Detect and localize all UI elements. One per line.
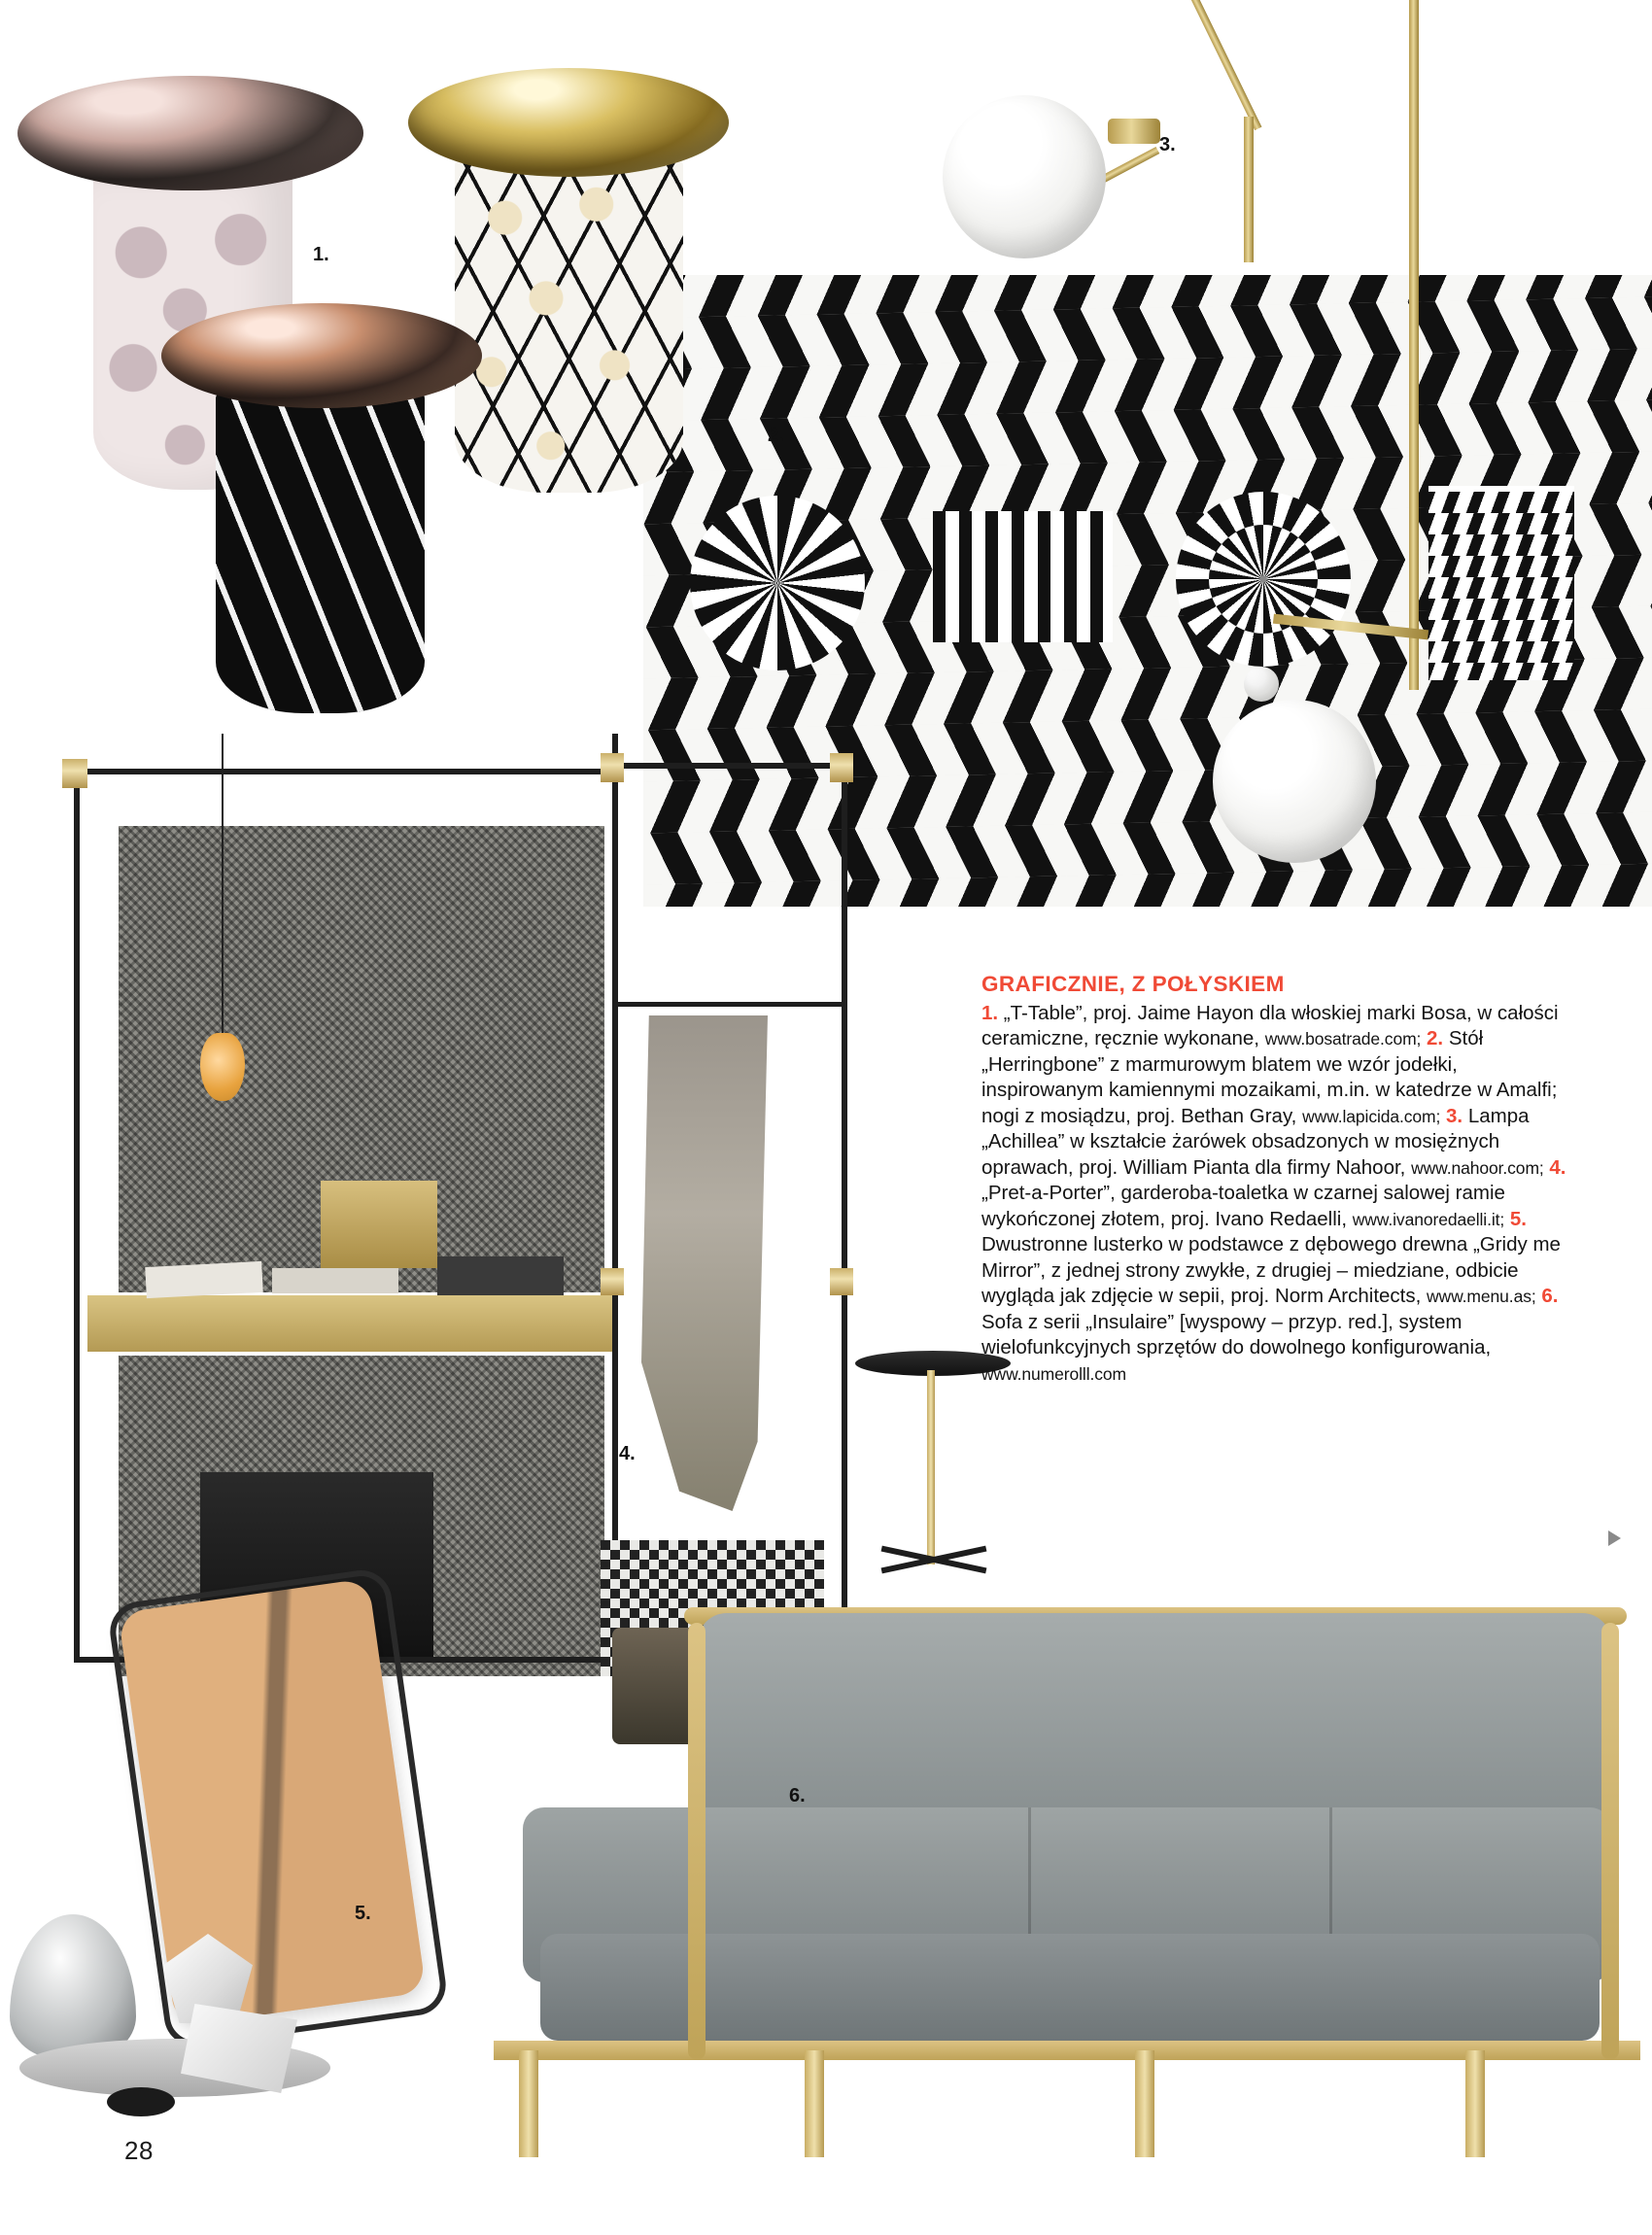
achillea-lamp-image [952, 0, 1652, 933]
wardrobe-frame [612, 734, 618, 1637]
round-side-table-image [855, 1351, 1011, 1603]
lamp-arm [1273, 614, 1428, 640]
wardrobe-brass-joint [601, 1268, 624, 1295]
lamp-globe [943, 95, 1106, 258]
book [145, 1261, 263, 1298]
caption-block [981, 972, 1574, 1387]
caption-item-url: www.lapicida.com; [1302, 1106, 1441, 1126]
caption-item-number: 1. [981, 1001, 999, 1024]
caption-item-text: „T-Table”, proj. Jaime Hayon dla włoskiej marki Bosa, w całości ceramiczne, ręcznie wykonane, [981, 1001, 1559, 1049]
marker-5: 5. [355, 1903, 371, 1924]
wardrobe-frame [612, 763, 847, 769]
sofa-brass-upright [1601, 1623, 1619, 2060]
t-table-top [161, 303, 482, 408]
marker-6: 6. [789, 1785, 806, 1806]
wardrobe-frame [842, 763, 847, 1667]
caption-item-url: www.bosatrade.com; [1264, 1029, 1422, 1049]
marker-3: 3. [1159, 134, 1176, 155]
t-table-top [17, 76, 363, 190]
sofa-leg [1135, 2050, 1154, 2157]
brass-box [321, 1181, 437, 1268]
caption-item-text: „Pret-a-Porter”, garderoba-toaletka w czarnej salowej ramie wykończonej złotem, proj. Ivano Redaelli, [981, 1182, 1505, 1230]
caption-item-number: 4. [1549, 1155, 1566, 1179]
lamp-stem [1409, 0, 1419, 690]
caption-body [981, 1001, 1574, 1388]
t-table-top [408, 68, 729, 177]
caption-item-url: www.numerolll.com [981, 1363, 1127, 1384]
sofa-leg [805, 2050, 824, 2157]
wardrobe-brass-joint [601, 753, 624, 782]
wardrobe-brass-joint [830, 1268, 853, 1295]
lamp-socket-ball [1244, 667, 1279, 702]
wardrobe-rail [612, 1002, 847, 1007]
page-number: 28 [124, 2136, 154, 2165]
insulaire-sofa-image [455, 1613, 1640, 2157]
wardrobe-frame [74, 769, 80, 1663]
light-bulb [200, 1033, 245, 1101]
caption-item-url: www.menu.as; [1427, 1287, 1536, 1306]
caption-item-text: Lampa „Achillea” w kształcie żarówek obsadzonych w mosiężnych oprawach, proj. William Pianta dla firmy Nahoor, [981, 1104, 1530, 1179]
lamp-stem [1244, 117, 1254, 262]
lamp-globe [1213, 700, 1376, 863]
sofa-brass-upright [688, 1623, 706, 2060]
marker-1: 1. [313, 244, 329, 265]
book [272, 1268, 398, 1293]
pendant-cord [222, 734, 224, 1035]
sofa-leg [519, 2050, 538, 2157]
caption-item-number: 3. [1446, 1104, 1463, 1127]
side-table-stem [927, 1370, 935, 1564]
caption-item-url: www.ivanoredaelli.it; [1352, 1209, 1505, 1229]
caption-item-text: Dwustronne lusterko w podstawce z dębowego drewna „Gridy me Mirror”, z jednej strony zwykłe, z drugiej – miedziane, odbicie wygląda jak zdjęcie w sepii, proj. Norm Architects, [981, 1233, 1561, 1307]
glass-bell-object [10, 1914, 136, 2060]
next-page-arrow-icon [1608, 1530, 1621, 1546]
caption-item-number: 6. [1541, 1285, 1559, 1307]
caption-item-url: www.nahoor.com; [1411, 1157, 1544, 1178]
caption-item-text: Stół „Herringbone” z marmurowym blatem we wzór jodełki, inspirowanym kamiennymi mozaikami, m.in. w katedrze w Amalfi; nogi z mosiądzu, proj. Bethan Gray, [981, 1027, 1558, 1127]
pinwheel-motif [690, 496, 865, 670]
wardrobe-frame [74, 769, 618, 774]
t-table-copper-image [161, 303, 482, 711]
caption-item-number: 5. [1509, 1207, 1527, 1230]
t-table-base [455, 157, 683, 493]
wardrobe-brass-joint [830, 753, 853, 782]
wardrobe-brass-joint [62, 759, 87, 788]
caption-item-number: 2. [1427, 1027, 1444, 1049]
marker-4: 4. [619, 1443, 636, 1464]
caption-title: GRAFICZNIE, Z POŁYSKIEM [981, 972, 1285, 996]
sofa-backrest [698, 1613, 1611, 1837]
sofa-leg [1465, 2050, 1485, 2157]
wardrobe-brass-shelf [87, 1295, 617, 1352]
lamp-socket [1108, 119, 1160, 144]
black-knob-object [107, 2087, 175, 2116]
draped-throw [641, 1015, 768, 1511]
folded-textiles [437, 1256, 564, 1295]
t-table-base [216, 391, 425, 713]
caption-item-text: Sofa z serii „Insulaire” [wyspowy – przyp. red.], system wielofunkcyjnych sprzętów do dowolnego konfigurowania, [981, 1310, 1492, 1358]
lamp-arm [1191, 0, 1262, 130]
marker-2: 2. [768, 425, 784, 446]
